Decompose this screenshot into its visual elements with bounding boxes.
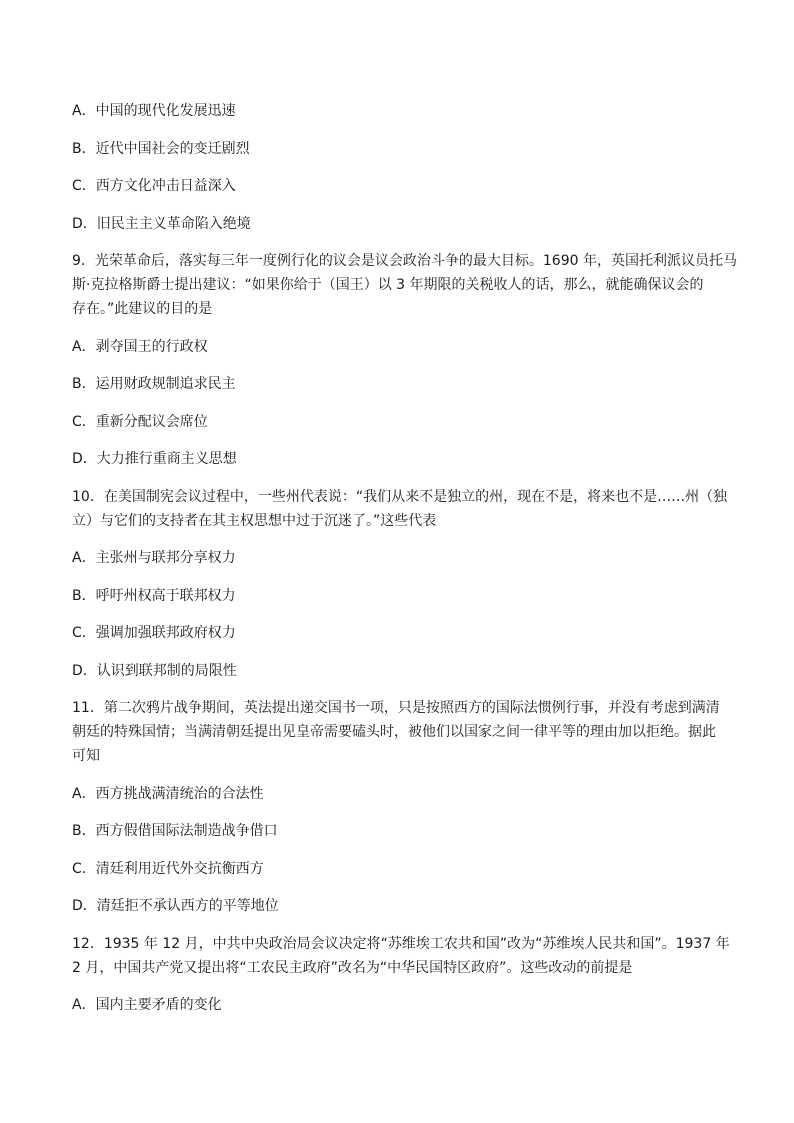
option-10c[interactable]: C．强调加强联邦政府权力 [72, 625, 236, 641]
question-10 [72, 485, 728, 683]
option-11a[interactable]: A．西方挑战满清统治的合法性 [72, 785, 264, 802]
question-8-options [72, 99, 722, 236]
option-12a[interactable]: A．国内主要矛盾的变化 [72, 997, 222, 1013]
option-10d[interactable]: D．认识到联邦制的局限性 [72, 662, 237, 679]
question-9-stem [72, 249, 737, 321]
question-11 [72, 696, 722, 918]
question-10-stem-line-1: 10．在美国制宪会议过程中，一些州代表说：“我们从来不是独立的州，现在不是，将来也不是……州（独 [72, 488, 728, 505]
question-9-stem-line-1: 9．光荣革命后，落实每三年一度例行化的议会是议会政治斗争的最大目标。1690 年，英国托利派议员托马 [72, 253, 737, 269]
option-9c[interactable]: C．重新分配议会席位 [72, 413, 208, 430]
question-9-stem-line-2: 斯·克拉格斯爵士提出建议：“如果你给于（国王）以 3 年期限的关税收人的话，那么，就能确保议会的 [72, 277, 704, 293]
option-11c[interactable]: C．清廷利用近代外交抗衡西方 [72, 860, 264, 877]
option-8d[interactable]: D．旧民主主义革命陷入绝境 [72, 215, 251, 232]
exam-page [72, 99, 737, 1031]
option-10a[interactable]: A．主张州与联邦分享权力 [72, 550, 236, 566]
option-8a[interactable]: A．中国的现代化发展迅速 [72, 103, 236, 119]
question-11-stem-line-3: 可知 [72, 748, 100, 764]
option-8c[interactable]: C．西方文化冲击日益深入 [72, 178, 236, 194]
question-12-stem-line-2: 2 月，中国共产党又提出将“工农民主政府”改名为“中华民国特区政府”。这些改动的前提是 [72, 959, 633, 976]
question-12-stem-line-1: 12．1935 年 12 月，中共中央政治局会议决定将“苏维埃工农共和国”改为“苏维埃人民共和国”。1937 年 [72, 935, 730, 952]
question-10-stem-line-2: 立）与它们的支持者在其主权思想中过于沉迷了。”这些代表 [72, 512, 437, 529]
option-11d[interactable]: D．清廷拒不承认西方的平等地位 [72, 898, 279, 914]
question-11-stem [72, 696, 722, 768]
option-9b[interactable]: B．运用财政规制追求民主 [72, 376, 236, 392]
option-9d[interactable]: D．大力推行重商主义思想 [72, 451, 237, 467]
question-12 [72, 932, 730, 1018]
option-10b[interactable]: B．呼吁州权高于联邦权力 [72, 587, 236, 604]
question-11-stem-line-2: 朝廷的特殊国情；当满清朝廷提出见皇帝需要磕头时，被他们以国家之间一律平等的理由加以拒绝。据此 [72, 724, 716, 740]
question-11-stem-line-1: 11．第二次鸦片战争期间，英法提出递交国书一项，只是按照西方的国际法惯例行事，并没有考虑到满清 [72, 700, 720, 716]
option-9a[interactable]: A．剥夺国王的行政权 [72, 338, 208, 355]
question-12-stem [72, 932, 730, 980]
question-10-stem [72, 485, 728, 533]
option-8b[interactable]: B．近代中国社会的变迁剧烈 [72, 140, 250, 157]
question-9-stem-line-3: 存在。”此建议的目的是 [72, 301, 213, 317]
question-9 [72, 249, 737, 471]
option-11b[interactable]: B．西方假借国际法制造战争借口 [72, 823, 278, 839]
